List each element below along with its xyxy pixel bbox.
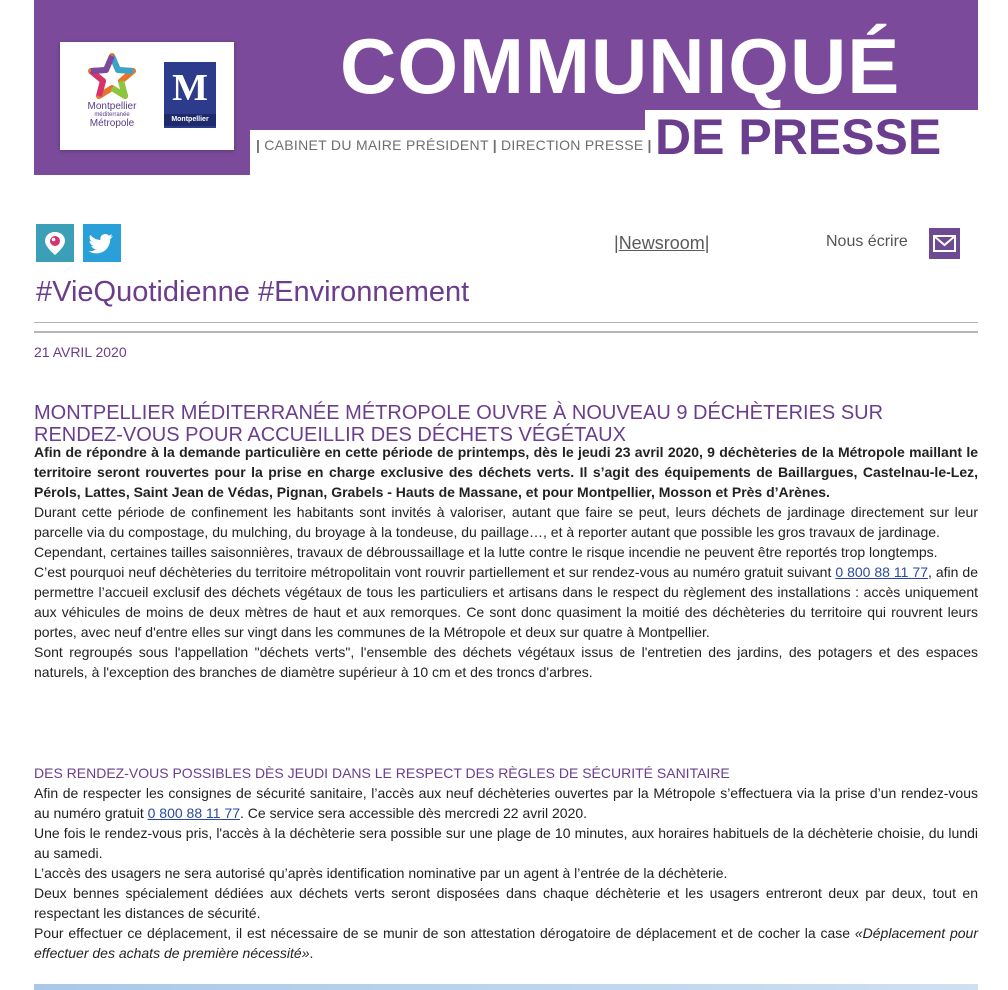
section-title: DES RENDEZ-VOUS POSSIBLES DÈS JEUDI DANS LE RESPECT DES RÈGLES DE SÉCURITÉ SANITAIRE [34, 765, 730, 781]
paragraph-4: Sont regroupés sous l'appellation "déchets verts", l'ensemble des déchets végétaux issus de l'entretien des jardins, des potagers et des espaces naturels, à l'exception des branches de diamètre supérieur à 10 cm et des troncs d'arbres. [34, 644, 978, 680]
metropole-logo-line3: Métropole [89, 118, 135, 129]
separator: | [256, 137, 261, 153]
separator: | [614, 233, 619, 253]
lead-paragraph: Afin de répondre à la demande particulière en cette période de printemps, dès le jeudi 23 avril 2020, 9 déchèteries de la Métropole maillant le territoire seront rouvertes pour la prise en charge exclusive des déchets verts. Il s’agit des équipements de Baillargues, Castelnau-le-Lez, Pérols, Lattes, Saint Jean de Védas, Pignan, Grabels - Hauts de Massane, et pour Montpellier, Mosson et Près d’Arènes. [34, 444, 978, 500]
section-paragraph-1-start: Afin de respecter les consignes de sécurité sanitaire, l’accès aux neuf déchèteries ouvertes par la Métropole s’effectuera via la prise d’un rendez-vous au numéro gratuit [34, 785, 978, 821]
section-paragraph-5 [34, 923, 978, 963]
bottom-image-edge [34, 984, 978, 990]
separator: | [492, 137, 498, 153]
paragraph-3-end: , afin de permettre l’accueil exclusif des déchets végétaux de tous les particuliers et artisans dans le respect du règlement des installations : accès uniquement aux véhicules de moins de deux mètres de haut et aux remorques. Ce sont donc quasiment la moitié des déchèteries du territoire qui rouvrent leurs portes, avec neuf d'entre elles sur vingt dans les communes de la Métropole et deux sur quatre à Montpellier. [34, 564, 978, 640]
logo-card [60, 42, 234, 150]
section-paragraph-2: Une fois le rendez-vous pris, l'accès à la déchèterie sera possible sur une plage de 10 minutes, aux horaires habituels de la déchèterie choisie, du lundi au samedi. [34, 825, 978, 861]
m-logo-name: Montpellier [164, 114, 216, 126]
mail-icon[interactable] [929, 228, 960, 259]
section-paragraph-5-quote: «Déplacement pour effectuer des achats de première nécessité» [34, 925, 978, 961]
montpellier-m-logo [164, 62, 216, 128]
publication-date: 21 AVRIL 2020 [34, 344, 127, 360]
cabinet-label: CABINET DU MAIRE PRÉSIDENT [264, 137, 489, 153]
twitter-icon[interactable] [83, 224, 121, 262]
phone-link[interactable]: 0 800 88 11 77 [147, 805, 241, 821]
section-paragraph-5-start: Pour effectuer ce déplacement, il est nécessaire de se munir de son attestation dérogatoire de déplacement et de cocher la case [34, 925, 855, 941]
paragraph-3 [34, 562, 978, 642]
periscope-icon[interactable] [36, 224, 74, 262]
divider [34, 331, 978, 333]
section-paragraph-1-end: . Ce service sera accessible dès mercredi 22 avril 2020. [240, 805, 588, 821]
hashtags: #VieQuotidienne #Environnement [36, 276, 470, 308]
m-logo-letter: M [172, 67, 208, 109]
banner-cabinet [252, 137, 656, 153]
direction-label: DIRECTION PRESSE [501, 137, 644, 153]
metropole-logo-line1: Montpellier [87, 101, 137, 112]
paragraph-2: Cependant, certaines tailles saisonnières, travaux de débroussaillage et la lutte contre le risque incendie ne peuvent être reportés trop longtemps. [34, 544, 938, 560]
star-logo-icon [86, 52, 138, 102]
section-paragraph-3: L’accès des usagers ne sera autorisé qu’après identification nominative par un agent à l’entrée de la déchèterie. [34, 865, 728, 881]
metropole-logo-line2: méditerranée [94, 112, 130, 118]
page-title: MONTPELLIER MÉDITERRANÉE MÉTROPOLE OUVRE À NOUVEAU 9 DÉCHÈTERIES SUR RENDEZ-VOUS POUR ACCUEILLIR DES DÉCHETS VÉGÉTAUX [34, 402, 884, 446]
paragraph-1: Durant cette période de confinement les habitants sont invités à valoriser, autant que faire se peut, leurs déchets de jardinage directement sur leur parcelle via du compostage, du mulching, du broyage à la tondeuse, du paillage…, et à reporter autant que possible les gros travaux de jardinage. [34, 504, 978, 540]
paragraph-3-start: C’est pourquoi neuf déchèteries du territoire métropolitain vont rouvrir partiellement et sur rendez-vous au numéro gratuit suivant [34, 564, 836, 580]
divider [34, 322, 978, 323]
separator: | [647, 137, 652, 153]
section-body [34, 783, 978, 963]
section-paragraph-5-end: . [309, 945, 314, 961]
newsroom-link-group [614, 233, 709, 254]
metropole-logo [70, 52, 154, 140]
separator: | [704, 233, 710, 253]
banner-title: COMMUNIQUÉ [340, 22, 901, 110]
section-paragraph-4: Deux bennes spécialement dédiées aux déchets verts seront disposées dans chaque déchèterie et les usagers entreront deux par deux, tout en respectant les distances de sécurité. [34, 885, 978, 921]
banner-subtitle: DE PRESSE [655, 109, 942, 165]
newsroom-link[interactable]: Newsroom [618, 233, 705, 253]
contact-link[interactable]: Nous écrire [826, 233, 908, 250]
section-paragraph-1 [34, 783, 978, 823]
article-body [34, 442, 978, 682]
phone-link[interactable]: 0 800 88 11 77 [835, 564, 929, 580]
